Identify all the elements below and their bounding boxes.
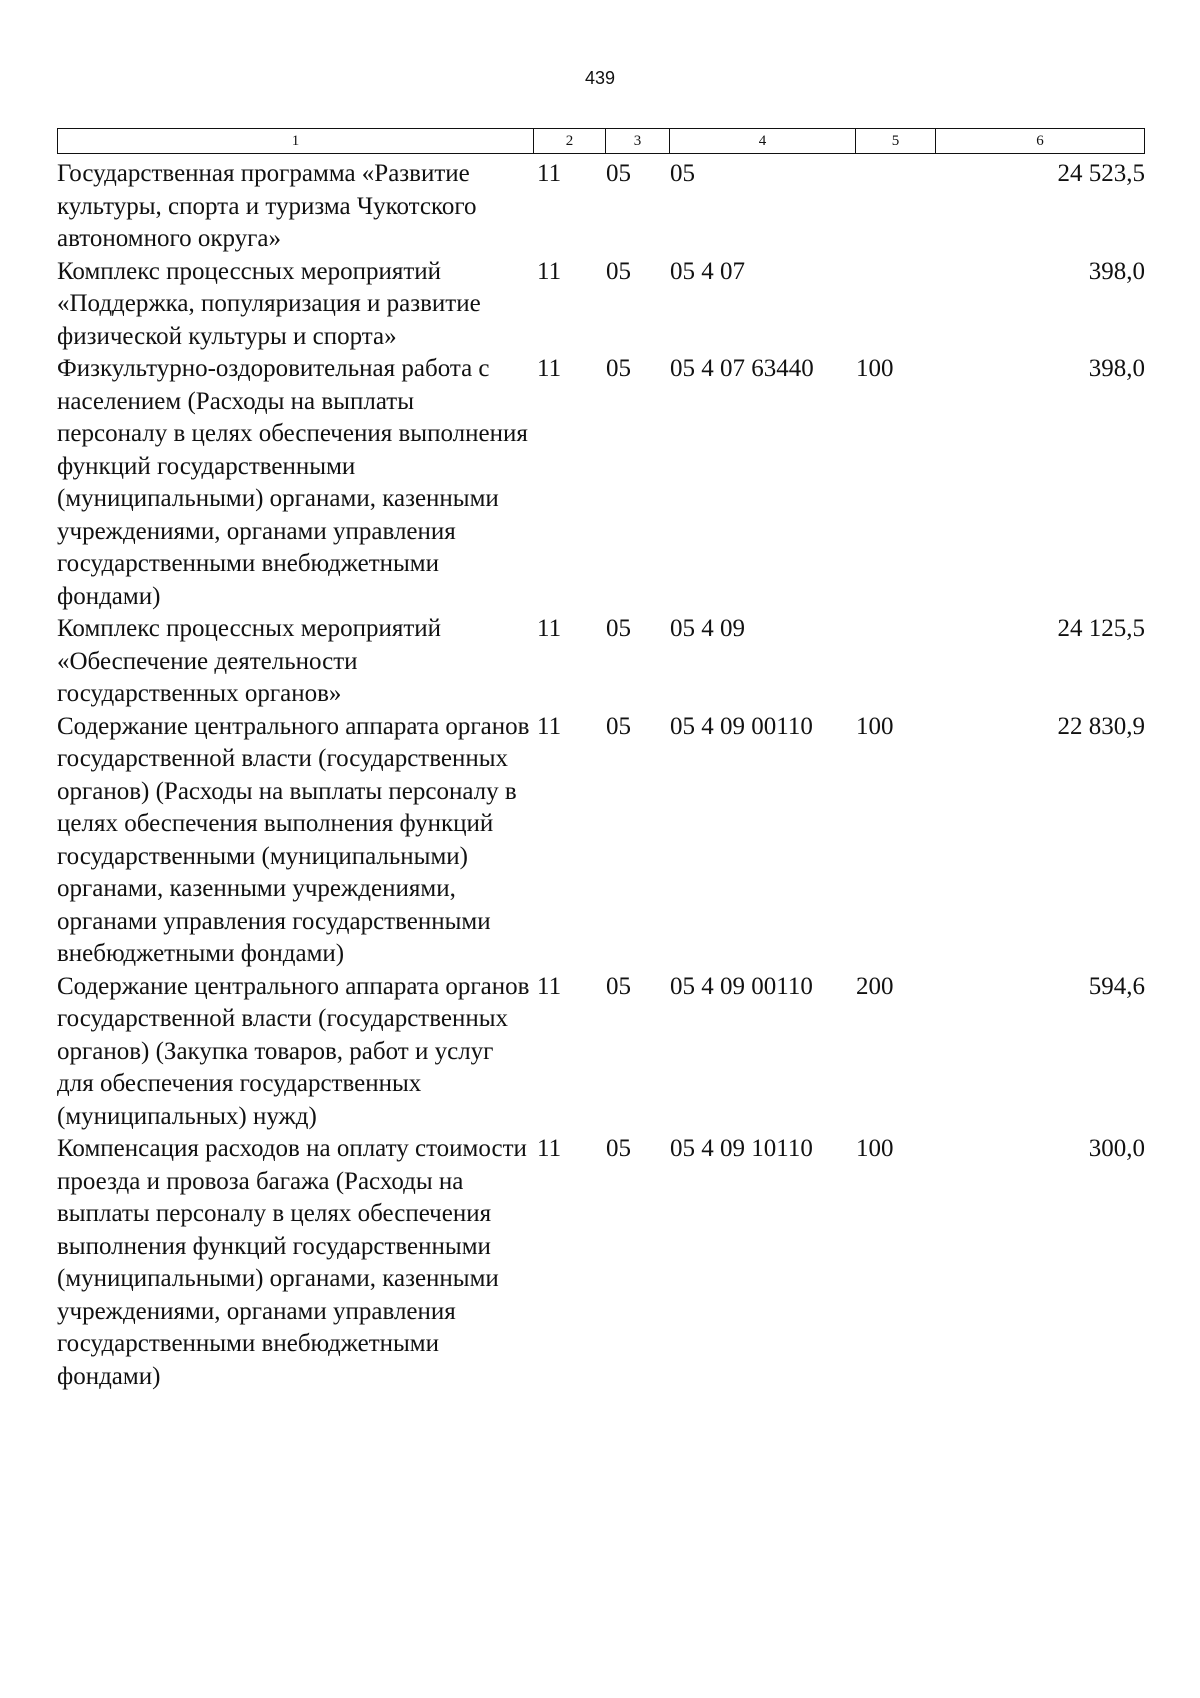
row-col-4: 05 4 09 [670,615,745,642]
row-name: Содержание центрального аппарата органов государственной власти (государственных органов) (Закупка товаров, работ и услуг для обеспечения государственных (муниципальных) нужд) [57,972,530,1130]
table-body [57,158,1145,1393]
row-col-4: 05 4 09 10110 [670,1135,813,1162]
row-col-2: 11 [537,972,562,1000]
row-col-5: 200 [856,972,894,1000]
row-col-2: 11 [537,615,562,642]
row-col-5 [854,158,934,256]
table-row [57,971,1145,1134]
header-col-1: 1 [291,133,300,149]
row-amount: 300,0 [1088,1135,1145,1162]
row-col-5 [854,613,934,711]
row-name: Физкультурно-оздоровительная работа с населением (Расходы на выплаты персоналу в целях обеспечения выполнения функций государственными (муниципальными) органами, казенными учреждениями, органами управления государственными внебюджетными фондами) [57,355,528,610]
row-col-2: 11 [537,257,562,285]
header-col-6: 6 [935,129,1144,153]
row-amount: 398,0 [1088,355,1145,382]
row-amount: 22 830,9 [1057,712,1145,740]
row-col-4: 05 4 07 63440 [670,355,814,382]
table-row [57,256,1145,354]
row-col-3: 05 [606,712,631,740]
table-row [57,353,1145,613]
row-col-5: 100 [856,355,894,382]
row-name: Государственная программа «Развитие культуры, спорта и туризма Чукотского автономного округа» [57,160,477,252]
table-header-row [57,128,1145,154]
row-col-5: 100 [856,1135,894,1162]
row-col-3: 05 [606,615,631,642]
row-col-3: 05 [606,160,631,187]
header-col-4: 4 [669,129,855,153]
row-col-4: 05 4 09 00110 [670,712,813,740]
row-col-4: 05 [670,160,695,187]
table-row [57,1133,1145,1393]
header-col-2: 2 [533,129,605,153]
table-row [57,613,1145,711]
row-col-3: 05 [606,355,631,382]
row-col-3: 05 [606,1135,631,1162]
page-number: 439 [584,68,616,88]
row-amount: 594,6 [1088,972,1145,1000]
row-col-4: 05 4 09 00110 [670,972,813,1000]
row-col-5 [854,256,934,354]
row-amount: 24 125,5 [1057,615,1145,642]
row-name: Комплекс процессных мероприятий «Поддержка, популяризация и развитие физической культуры и спорта» [57,257,481,350]
row-col-5: 100 [856,712,894,740]
row-col-2: 11 [537,160,562,187]
row-col-3: 05 [606,257,631,285]
header-col-3: 3 [605,129,669,153]
row-amount: 24 523,5 [1057,160,1145,187]
row-col-4: 05 4 07 [670,257,745,285]
header-col-5: 5 [855,129,935,153]
row-name: Компенсация расходов на оплату стоимости проезда и провоза багажа (Расходы на выплаты персоналу в целях обеспечения выполнения функций государственными (муниципальными) органами, казенными учреждениями, органами управления государственными внебюджетными фондами) [57,1135,527,1390]
row-col-3: 05 [606,972,631,1000]
row-name: Содержание центрального аппарата органов государственной власти (государственных органов) (Расходы на выплаты персоналу в целях обеспечения выполнения функций государственными (муниципальными) органами, казенными учреждениями, органами управления государственными внебюджетными фондами) [57,712,530,967]
row-col-2: 11 [537,712,562,740]
row-col-2: 11 [537,1135,562,1162]
row-name: Комплекс процессных мероприятий «Обеспечение деятельности государственных органов» [57,615,442,707]
row-amount: 398,0 [1088,257,1145,285]
row-col-2: 11 [537,355,562,382]
table-row [57,158,1145,256]
table-row [57,711,1145,971]
